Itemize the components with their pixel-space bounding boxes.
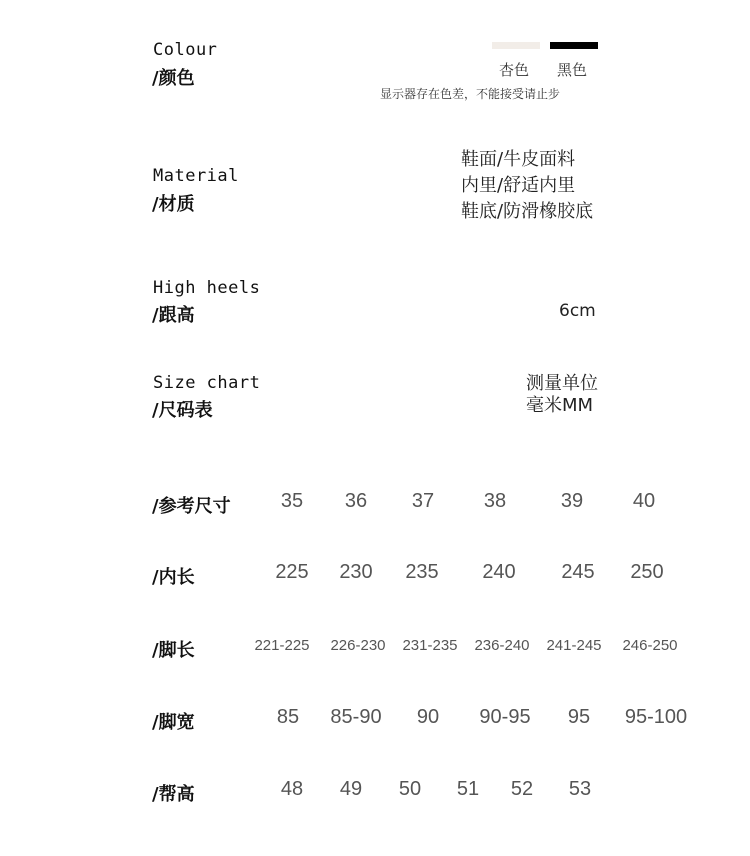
material-label-cn: /材质 (152, 194, 195, 215)
table-cell: 37 (411, 490, 435, 512)
table-cell: 95-100 (624, 706, 688, 728)
table-cell: 221-225 (254, 637, 310, 654)
table-cell: 51 (456, 778, 480, 800)
table-cell: 246-250 (622, 637, 678, 654)
table-cell: 225 (275, 561, 309, 583)
table-cell: 95 (567, 706, 591, 728)
material-lining: 内里/舒适内里 (461, 175, 576, 196)
row-label: /脚宽 (152, 712, 195, 733)
table-cell: 49 (339, 778, 363, 800)
swatch-apricot (492, 42, 540, 49)
table-cell: 236-240 (474, 637, 530, 654)
material-upper: 鞋面/牛皮面料 (461, 149, 576, 170)
table-cell: 231-235 (402, 637, 458, 654)
table-cell: 85 (276, 706, 300, 728)
table-cell: 226-230 (330, 637, 386, 654)
row-label: /帮高 (152, 784, 195, 805)
material-label-en: Material (153, 166, 239, 186)
table-cell: 35 (280, 490, 304, 512)
row-label: /脚长 (152, 640, 195, 661)
table-cell: 250 (630, 561, 664, 583)
measure-unit-title: 测量单位 (526, 373, 598, 394)
table-cell: 85-90 (330, 706, 382, 728)
size-chart-label-cn: /尺码表 (152, 400, 213, 421)
material-sole: 鞋底/防滑橡胶底 (461, 201, 594, 222)
heel-height-value: 6cm (559, 301, 596, 321)
table-cell: 36 (344, 490, 368, 512)
swatch-label-apricot: 杏色 (499, 61, 530, 79)
swatch-label-black: 黑色 (557, 61, 588, 79)
color-difference-note: 显示器存在色差，不能接受请止步 (380, 87, 561, 101)
table-cell: 241-245 (546, 637, 602, 654)
colour-label-en: Colour (153, 40, 218, 60)
table-cell: 230 (339, 561, 373, 583)
heels-label-en: High heels (153, 278, 261, 298)
table-cell: 38 (483, 490, 507, 512)
table-cell: 52 (510, 778, 534, 800)
table-cell: 50 (398, 778, 422, 800)
table-cell: 235 (405, 561, 439, 583)
swatch-black (550, 42, 598, 49)
table-cell: 53 (568, 778, 592, 800)
row-label: /参考尺寸 (152, 496, 231, 517)
measure-unit-mm: 毫米MM (526, 395, 594, 416)
table-cell: 39 (560, 490, 584, 512)
table-cell: 90 (416, 706, 440, 728)
heels-label-cn: /跟高 (152, 305, 195, 326)
table-cell: 240 (482, 561, 516, 583)
table-cell: 40 (632, 490, 656, 512)
table-cell: 90-95 (479, 706, 531, 728)
table-cell: 48 (280, 778, 304, 800)
table-cell: 245 (561, 561, 595, 583)
row-label: /内长 (152, 567, 195, 588)
size-chart-label-en: Size chart (153, 373, 261, 393)
colour-label-cn: /颜色 (152, 68, 195, 89)
